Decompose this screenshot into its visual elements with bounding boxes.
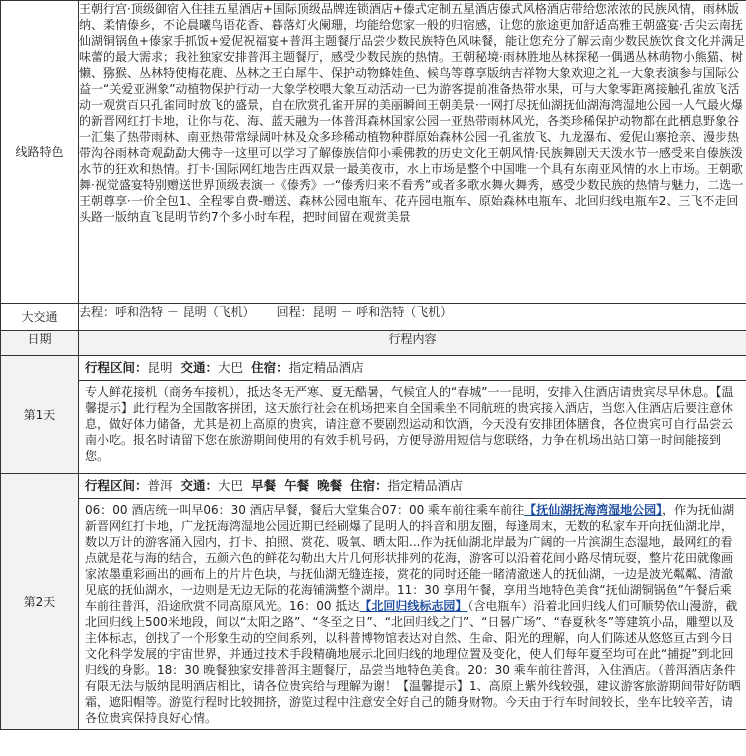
stay-value: 指定精品酒店	[288, 360, 364, 375]
day-label: 第2天	[1, 474, 79, 730]
features-label: 线路特色	[1, 1, 79, 304]
transport-row	[1, 304, 746, 331]
day-description	[79, 499, 746, 729]
schedule-header-row	[1, 331, 746, 356]
attraction-link[interactable]: 【抚仙湖抚海湾湿地公园】	[524, 503, 663, 517]
transport-cell	[79, 304, 746, 331]
day-info-bar	[79, 474, 746, 499]
transport-value: 大巴	[218, 360, 244, 375]
stay-value: 指定精品酒店	[387, 478, 463, 493]
route-label: 行程区间：	[85, 478, 148, 493]
features-row	[1, 1, 746, 304]
attraction-link[interactable]: 【北回归线标志园】	[359, 599, 468, 613]
return-route: 回程：昆明 － 呼和浩特（飞机）	[276, 305, 453, 319]
stay-label: 住宿：	[251, 360, 289, 375]
lunch-label: 午餐	[284, 478, 310, 493]
breakfast-label: 早餐	[251, 478, 277, 493]
features-text: 王朝行宫·顶级御宿入住挂五星酒店+国际顶级品牌连锁酒店+傣式定制五星酒店傣式风格酒店带给您浓浓的民族风情，雨林版纳、柔情傣乡，不论晨曦鸟语花香、暮落灯火阑珊，均能给您家一般的归宿感，让您的旅途更加舒适高雅王朝盛宴·舌尖云南抚仙湖铜锅鱼+傣家手抓饭+爱伲祝福宴+普洱主题餐厅品尝少数民族特色风味餐，能让您充分了解云南少数民族饮食文化并满足味蕾的最大需求；我社独家安排普洱主题餐厅，感受少数民族的热情。王朝秘境·雨林胜地丛林探秘一偶遇丛林萌物小熊猫、树懒、猕猴、丛林特使梅花鹿、丛林之王白犀牛、保护动物蜂娃鱼、候鸟等尊享版纳吉祥物大象欢迎之礼一大象表演参与国际公益一“关爱亚洲象”动植物保护行动一大象学校喂大象互动活动一已为游客提前准备热带水果，可与大象零距离接触孔雀放飞活动一观赏百只孔雀同时放飞的盛景，自在欣赏孔雀开屏的美丽瞬间王朝美景·一网打尽抚仙湖抚仙湖海湾湿地公园一人气最火爆的新晋网红打卡地，让你与花、海、蓝天融为一体普洱森林国家公园一亚热带雨林风光，各类珍稀保护动物都在此栖息野象谷一汇集了热带雨林、南亚热带常绿阔叶林及众多珍稀动植物种群原始森林公园一孔雀放飞、九龙瀑布、爱伲山寨抢亲、漫步热带沟谷雨林奇观勐勐大佛寺一这里可以学习了解傣族信仰小乘佛教的历史文化王朝风情·民族舞剧天天泼水节一感受来自傣族泼水节的狂欢和热情。打卡·国际网红地告庄西双景一最美夜市，水上市场是整个中国唯一个具有东南亚风情的水上市场。王朝歌舞·视觉盛宴特别赠送世界顶级表演一《傣秀》一“傣秀归来不看秀”或者多歌水舞火舞秀，感受少数民族的热情与魅力，二选一王朝尊享·一价全包1、全程零自费-赠送、森林公园电瓶车、花卉园电瓶车、原始森林电瓶车、北回归线电瓶车2、三飞不走回头路一版纳直飞昆明节约7个多小时车程，把时间留在观赏美景	[79, 1, 746, 304]
day-info-bar	[79, 356, 746, 381]
day-column-header: 日期	[1, 331, 79, 356]
day-description: 专人鲜花接机（商务车接机），抵达冬无严寒、夏无酷暑，气候宜人的“春城”一一昆明，安排入住酒店请贵宾尽早休息。【温馨提示】此行程为全国散客拼团，这天旅行社会在机场把来自全国乘坐不同航班的贵宾接入酒店，当您入住酒店后要注意休息，做好体力储备，尤其是初上高原的贵宾，请注意不要剧烈运动和饮酒，今天没有安排团体膳食，各位贵宾可自行品尝云南小吃。报名时请留下您在旅游期间使用的有效手机号码，方便导游用短信与您联络，力争在机场出站口第一时间能接到您。	[85, 385, 734, 463]
route-value: 普洱	[147, 478, 173, 493]
transport-label: 大交通	[1, 304, 79, 331]
schedule-text: 06：00 酒店统一叫早06：30 酒店早餐，餐后大堂集合07：00 乘车前往乘车前往	[85, 503, 525, 517]
stay-label: 住宿：	[350, 478, 388, 493]
outbound-route: 去程：呼和浩特 － 昆明（飞机）	[79, 305, 255, 319]
route-value: 昆明	[147, 360, 173, 375]
schedule-text: （含电瓶车）沿着北回归线人们可顺势依山漫游，截北回归线上500米地段，间以“太阳之路”、“冬至之日”、“北回归线之门”、“日晷广场”、“春夏秋冬”等建筑小品，雕塑以及主体标志，创找了一个形象生动的空间系列，以科普博物馆表达对自然、生命、阳光的理解，向人们陈述从悠悠亘古到今日文化科学发展的宇宙世界，并通过技术手段精确地展示北回归线的地理位置及变化，使人们每年夏至均可在此“捕捉”到北回归线的身影。18：30 晚餐独家安排普洱主题餐厅，品尝当地特色美食。20：30 乘车前往普洱，入住酒店。（普洱酒店条件有限无法与版纳昆明酒店相比，请各位贵宾给与理解为谢！【温馨提示】1、高原上紫外线较强，建议游客旅游期间带好防晒霜，遮阳帽等。游览行程时比较拥挤，游览过程中注意安全好自己的随身财物。今天由于行车时间较长，坐车比较辛苦，请各位贵宾保持良好心情。	[85, 599, 741, 725]
day-row	[1, 474, 746, 730]
day-row	[1, 356, 746, 474]
transport-value: 大巴	[218, 478, 244, 493]
transport-label: 交通：	[180, 360, 219, 375]
route-label: 行程区间：	[85, 360, 148, 375]
day-content	[79, 474, 746, 730]
dinner-label: 晚餐	[317, 478, 343, 493]
schedule-text: ，作为抚仙湖新晋网红打卡地，广龙抚海湾湿地公园近期已经刷爆了昆明人的抖音和朋友圈，每逢周末，无数的私家车开向抚仙湖北岸，数以万计的游客涌入园内，打卡、拍照、赏花、吸氧、晒太阳...作为抚仙湖北岸最为广阔的一片滨湖生态湿地，最网红的看点就是花与海的结合，五颜六色的鲜花勾勒出大片几何形状排列的花海，游客可以沿着花间小路尽情玩耍，整片花田就像画家浓墨重彩画出的画布上的片片色块，与抚仙湖无缝连接，赏花的同时还能一睹清澈迷人的抚仙湖，一边是波光粼粼、清澈见底的抚仙湖水，一边则是无边无际的花海铺满整个湖岸。11：30 享用午餐，享用当地特色美食“抚仙湖铜锅鱼”午餐后乘车前往普洱，沿途欣赏不同高原风光。16：00 抵达	[85, 503, 735, 613]
content-column-header: 行程内容	[79, 331, 746, 356]
day-content	[79, 356, 746, 474]
day-label: 第1天	[1, 356, 79, 474]
transport-label: 交通：	[180, 478, 219, 493]
